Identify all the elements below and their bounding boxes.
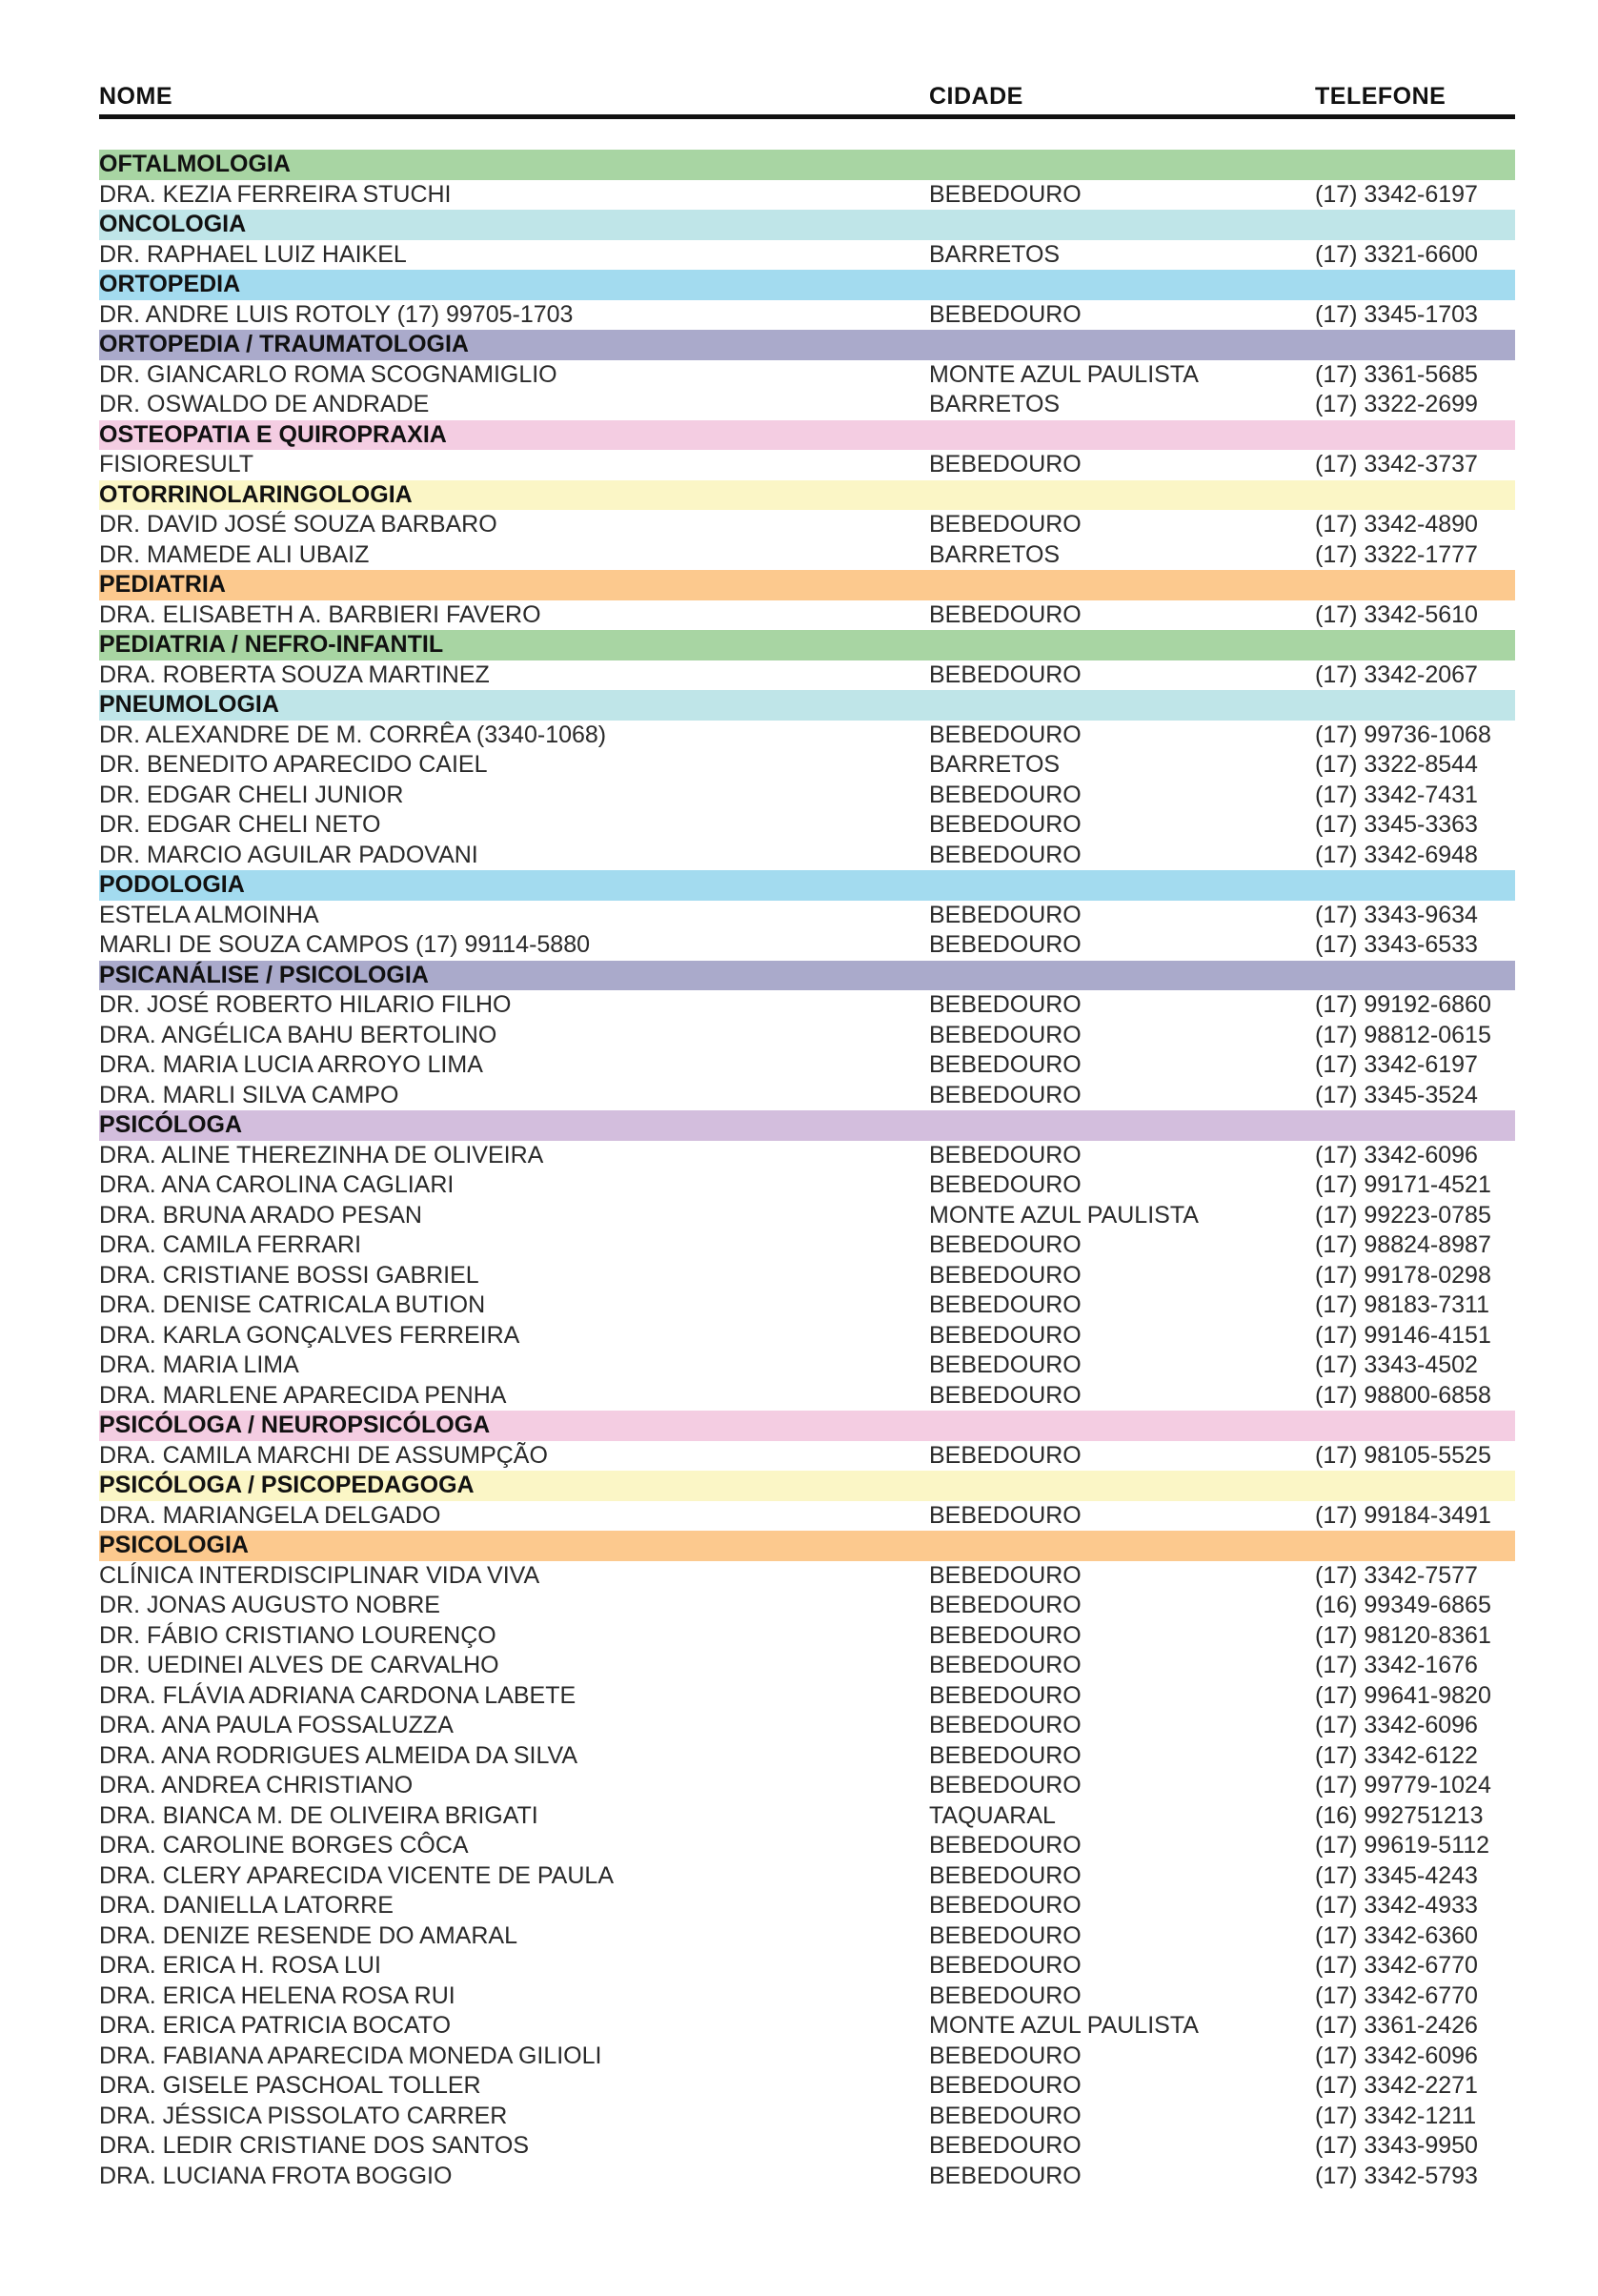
list-item bbox=[99, 540, 1515, 571]
entry-phone: (17) 99171-4521 bbox=[1315, 1171, 1491, 1198]
entry-name: ESTELA ALMOINHA bbox=[99, 901, 319, 928]
entry-name: FISIORESULT bbox=[99, 451, 254, 477]
entry-name: DR. UEDINEI ALVES DE CARVALHO bbox=[99, 1652, 499, 1678]
entry-phone: (17) 3342-2067 bbox=[1315, 660, 1478, 688]
entry-city: BEBEDOURO bbox=[929, 1051, 1082, 1078]
column-header-city: CIDADE bbox=[929, 83, 1023, 110]
entry-name: DR. FÁBIO CRISTIANO LOURENÇO bbox=[99, 1621, 496, 1649]
list-item bbox=[99, 450, 1515, 480]
entry-city: BARRETOS bbox=[929, 391, 1061, 417]
list-item bbox=[99, 1351, 1515, 1381]
section-header bbox=[99, 1411, 1515, 1441]
entry-name: DR. EDGAR CHELI NETO bbox=[99, 811, 381, 838]
list-item bbox=[99, 1621, 1515, 1652]
entry-phone: (17) 3342-6096 bbox=[1315, 1712, 1478, 1738]
list-item bbox=[99, 180, 1515, 211]
entry-city: BEBEDOURO bbox=[929, 1381, 1082, 1409]
entry-phone: (17) 3361-2426 bbox=[1315, 2012, 1478, 2039]
entry-city: BEBEDOURO bbox=[929, 2072, 1082, 2099]
entry-phone: (17) 3342-1676 bbox=[1315, 1652, 1478, 1678]
list-item bbox=[99, 1021, 1515, 1051]
list-item bbox=[99, 1561, 1515, 1592]
column-header-name: NOME bbox=[99, 83, 172, 110]
entry-city: BEBEDOURO bbox=[929, 1652, 1082, 1678]
entry-city: BEBEDOURO bbox=[929, 511, 1082, 538]
list-item bbox=[99, 1321, 1515, 1351]
table-header bbox=[99, 80, 1515, 119]
list-item bbox=[99, 1801, 1515, 1832]
list-item bbox=[99, 841, 1515, 871]
list-item bbox=[99, 240, 1515, 271]
entry-name: DR. ANDRE LUIS ROTOLY (17) 99705-1703 bbox=[99, 300, 574, 328]
entry-phone: (17) 99146-4151 bbox=[1315, 1321, 1491, 1349]
entry-city: BEBEDOURO bbox=[929, 1772, 1082, 1798]
entry-name: DR. GIANCARLO ROMA SCOGNAMIGLIO bbox=[99, 360, 557, 388]
column-header-phone: TELEFONE bbox=[1315, 83, 1446, 110]
entry-name: DRA. LUCIANA FROTA BOGGIO bbox=[99, 2162, 453, 2189]
entry-name: DRA. KEZIA FERREIRA STUCHI bbox=[99, 180, 452, 208]
entry-name: DRA. MARIANGELA DELGADO bbox=[99, 1501, 441, 1529]
entry-phone: (17) 3342-2271 bbox=[1315, 2072, 1478, 2099]
section-header bbox=[99, 150, 1515, 180]
entry-name: DRA. ERICA H. ROSA LUI bbox=[99, 1952, 381, 1979]
entry-city: BEBEDOURO bbox=[929, 1351, 1082, 1378]
entry-phone: (17) 3342-6770 bbox=[1315, 1952, 1478, 1979]
entry-city: BARRETOS bbox=[929, 240, 1061, 268]
entry-phone: (17) 99178-0298 bbox=[1315, 1261, 1491, 1289]
entry-name: DRA. MARLENE APARECIDA PENHA bbox=[99, 1381, 507, 1409]
entry-name: DRA. CAMILA FERRARI bbox=[99, 1231, 362, 1258]
section-header bbox=[99, 690, 1515, 721]
entry-name: DRA. ERICA HELENA ROSA RUI bbox=[99, 1981, 455, 2009]
entry-phone: (17) 98120-8361 bbox=[1315, 1621, 1491, 1649]
list-item bbox=[99, 1381, 1515, 1412]
entry-phone: (17) 3322-2699 bbox=[1315, 391, 1478, 417]
entry-name: DR. BENEDITO APARECIDO CAIEL bbox=[99, 751, 488, 778]
entry-phone: (17) 98105-5525 bbox=[1315, 1441, 1491, 1469]
list-item bbox=[99, 300, 1515, 331]
entry-name: DRA. GISELE PASCHOAL TOLLER bbox=[99, 2072, 481, 2099]
entry-phone: (17) 3343-4502 bbox=[1315, 1351, 1478, 1378]
list-item bbox=[99, 901, 1515, 931]
entry-name: DRA. ROBERTA SOUZA MARTINEZ bbox=[99, 660, 490, 688]
entry-city: BEBEDOURO bbox=[929, 721, 1082, 748]
entry-city: BEBEDOURO bbox=[929, 1741, 1082, 1769]
entry-name: DRA. ANA CAROLINA CAGLIARI bbox=[99, 1171, 455, 1198]
entry-name: DR. JOSÉ ROBERTO HILARIO FILHO bbox=[99, 991, 512, 1018]
entry-name: DRA. ANDREA CHRISTIANO bbox=[99, 1772, 414, 1798]
entry-name: DRA. ANA PAULA FOSSALUZZA bbox=[99, 1712, 454, 1738]
entry-city: BEBEDOURO bbox=[929, 300, 1082, 328]
entry-city: BARRETOS bbox=[929, 540, 1061, 568]
entry-city: BEBEDOURO bbox=[929, 2102, 1082, 2129]
entry-name: DRA. ELISABETH A. BARBIERI FAVERO bbox=[99, 600, 541, 628]
section-label: PSICANÁLISE / PSICOLOGIA bbox=[99, 961, 429, 988]
list-item bbox=[99, 2162, 1515, 2192]
entry-phone: (17) 98800-6858 bbox=[1315, 1381, 1491, 1409]
entry-city: BEBEDOURO bbox=[929, 1921, 1082, 1949]
section-label: PSICÓLOGA bbox=[99, 1111, 243, 1138]
entry-name: DRA. FABIANA APARECIDA MONEDA GILIOLI bbox=[99, 2042, 602, 2069]
entry-city: BEBEDOURO bbox=[929, 1681, 1082, 1709]
section-label: PNEUMOLOGIA bbox=[99, 691, 279, 718]
entry-name: DRA. ERICA PATRICIA BOCATO bbox=[99, 2012, 452, 2039]
entry-city: BEBEDOURO bbox=[929, 1321, 1082, 1349]
entry-phone: (17) 99736-1068 bbox=[1315, 721, 1491, 748]
entry-city: BEBEDOURO bbox=[929, 781, 1082, 808]
entry-phone: (17) 3342-1211 bbox=[1315, 2102, 1477, 2129]
entry-phone: (17) 3342-6948 bbox=[1315, 841, 1478, 868]
entry-phone: (17) 99779-1024 bbox=[1315, 1772, 1491, 1798]
list-item bbox=[99, 1261, 1515, 1291]
section-label: OFTALMOLOGIA bbox=[99, 151, 291, 177]
list-item bbox=[99, 1741, 1515, 1772]
entry-city: BEBEDOURO bbox=[929, 1981, 1082, 2009]
list-item bbox=[99, 390, 1515, 420]
entry-phone: (17) 3342-6122 bbox=[1315, 1741, 1478, 1769]
entry-city: BEBEDOURO bbox=[929, 1712, 1082, 1738]
entry-city: BEBEDOURO bbox=[929, 2162, 1082, 2189]
section-header bbox=[99, 480, 1515, 511]
list-item bbox=[99, 1591, 1515, 1621]
list-item bbox=[99, 2071, 1515, 2102]
list-item bbox=[99, 1711, 1515, 1741]
entry-name: DRA. CAROLINE BORGES CÔCA bbox=[99, 1832, 469, 1859]
entry-name: DRA. CLERY APARECIDA VICENTE DE PAULA bbox=[99, 1861, 614, 1889]
list-item bbox=[99, 1081, 1515, 1111]
list-item bbox=[99, 2042, 1515, 2072]
entry-phone: (17) 3343-6533 bbox=[1315, 931, 1478, 958]
list-item bbox=[99, 990, 1515, 1021]
entry-phone: (17) 3345-3524 bbox=[1315, 1081, 1478, 1108]
entry-city: BEBEDOURO bbox=[929, 1021, 1082, 1048]
entry-city: BEBEDOURO bbox=[929, 1261, 1082, 1289]
entry-phone: (17) 3342-6096 bbox=[1315, 2042, 1478, 2069]
entry-city: BEBEDOURO bbox=[929, 811, 1082, 838]
entry-phone: (17) 99192-6860 bbox=[1315, 991, 1491, 1018]
entry-phone: (17) 3342-6770 bbox=[1315, 1981, 1478, 2009]
list-item bbox=[99, 1201, 1515, 1231]
entry-phone: (17) 3345-1703 bbox=[1315, 300, 1478, 328]
section-header bbox=[99, 1471, 1515, 1501]
entry-name: DR. JONAS AUGUSTO NOBRE bbox=[99, 1592, 440, 1618]
list-item bbox=[99, 1861, 1515, 1892]
entry-city: BEBEDOURO bbox=[929, 991, 1082, 1018]
section-header bbox=[99, 630, 1515, 660]
entry-city: BEBEDOURO bbox=[929, 2132, 1082, 2159]
entry-name: DR. MARCIO AGUILAR PADOVANI bbox=[99, 841, 478, 868]
section-label: PSICOLOGIA bbox=[99, 1532, 249, 1558]
entry-city: BEBEDOURO bbox=[929, 841, 1082, 868]
list-item bbox=[99, 1771, 1515, 1801]
list-item bbox=[99, 721, 1515, 751]
list-item bbox=[99, 600, 1515, 631]
entry-name: DRA. BIANCA M. DE OLIVEIRA BRIGATI bbox=[99, 1801, 538, 1829]
entry-phone: (17) 3342-4890 bbox=[1315, 511, 1478, 538]
entry-phone: (17) 3342-5610 bbox=[1315, 600, 1478, 628]
section-label: PSICÓLOGA / PSICOPEDAGOGA bbox=[99, 1472, 475, 1498]
list-item bbox=[99, 1921, 1515, 1952]
entry-city: BEBEDOURO bbox=[929, 1441, 1082, 1469]
entry-phone: (17) 3361-5685 bbox=[1315, 360, 1478, 388]
section-header bbox=[99, 420, 1515, 451]
list-item bbox=[99, 781, 1515, 811]
section-label: OSTEOPATIA E QUIROPRAXIA bbox=[99, 420, 447, 448]
entry-name: DRA. CRISTIANE BOSSI GABRIEL bbox=[99, 1261, 479, 1289]
section-label: ORTOPEDIA bbox=[99, 271, 241, 297]
entry-city: BEBEDOURO bbox=[929, 931, 1082, 958]
list-item bbox=[99, 1981, 1515, 2012]
list-item bbox=[99, 1050, 1515, 1081]
entry-name: DRA. DENISE CATRICALA BUTION bbox=[99, 1291, 486, 1318]
entry-phone: (17) 3345-3363 bbox=[1315, 811, 1478, 838]
entry-city: BARRETOS bbox=[929, 751, 1061, 778]
section-header bbox=[99, 870, 1515, 901]
entry-city: BEBEDOURO bbox=[929, 660, 1082, 688]
section-label: ONCOLOGIA bbox=[99, 211, 247, 237]
section-label: OTORRINOLARINGOLOGIA bbox=[99, 480, 413, 508]
entry-name: DRA. ALINE THEREZINHA DE OLIVEIRA bbox=[99, 1141, 544, 1168]
entry-city: MONTE AZUL PAULISTA bbox=[929, 1201, 1199, 1229]
entry-phone: (17) 3321-6600 bbox=[1315, 240, 1478, 268]
entry-name: DR. MAMEDE ALI UBAIZ bbox=[99, 540, 370, 568]
entry-phone: (17) 3342-6360 bbox=[1315, 1921, 1478, 1949]
section-header bbox=[99, 570, 1515, 600]
entry-name: DRA. LEDIR CRISTIANE DOS SANTOS bbox=[99, 2132, 530, 2159]
entry-name: DR. DAVID JOSÉ SOUZA BARBARO bbox=[99, 511, 497, 538]
list-item bbox=[99, 2131, 1515, 2162]
entry-phone: (16) 992751213 bbox=[1315, 1801, 1484, 1829]
list-item bbox=[99, 1170, 1515, 1201]
entry-city: BEBEDOURO bbox=[929, 1832, 1082, 1859]
entry-city: BEBEDOURO bbox=[929, 1501, 1082, 1529]
entry-name: DRA. MARIA LUCIA ARROYO LIMA bbox=[99, 1051, 483, 1078]
entry-phone: (17) 99619-5112 bbox=[1315, 1832, 1490, 1859]
entry-city: BEBEDOURO bbox=[929, 901, 1082, 928]
entry-phone: (17) 3322-1777 bbox=[1315, 540, 1478, 568]
section-header bbox=[99, 1110, 1515, 1141]
entry-phone: (17) 98824-8987 bbox=[1315, 1231, 1491, 1258]
entry-name: DRA. ANGÉLICA BAHU BERTOLINO bbox=[99, 1021, 497, 1048]
entry-phone: (17) 99641-9820 bbox=[1315, 1681, 1491, 1709]
section-label: PEDIATRIA bbox=[99, 571, 226, 598]
list-item bbox=[99, 360, 1515, 391]
entry-phone: (17) 3343-9950 bbox=[1315, 2132, 1478, 2159]
entry-city: BEBEDOURO bbox=[929, 1621, 1082, 1649]
entry-city: BEBEDOURO bbox=[929, 600, 1082, 628]
entry-city: MONTE AZUL PAULISTA bbox=[929, 360, 1199, 388]
entry-phone: (17) 98812-0615 bbox=[1315, 1021, 1491, 1048]
entry-phone: (17) 3342-7431 bbox=[1315, 781, 1478, 808]
entry-phone: (17) 3342-6197 bbox=[1315, 1051, 1478, 1078]
entry-phone: (17) 3342-6197 bbox=[1315, 180, 1478, 208]
list-item bbox=[99, 1651, 1515, 1681]
entry-name: DR. EDGAR CHELI JUNIOR bbox=[99, 781, 404, 808]
section-header bbox=[99, 961, 1515, 991]
list-item bbox=[99, 1891, 1515, 1921]
entry-phone: (16) 99349-6865 bbox=[1315, 1592, 1491, 1618]
entry-phone: (17) 99223-0785 bbox=[1315, 1201, 1491, 1229]
section-header bbox=[99, 1531, 1515, 1561]
entry-name: DRA. MARLI SILVA CAMPO bbox=[99, 1081, 399, 1108]
entry-phone: (17) 99184-3491 bbox=[1315, 1501, 1491, 1529]
section-label: ORTOPEDIA / TRAUMATOLOGIA bbox=[99, 331, 469, 357]
directory-list bbox=[99, 150, 1515, 2191]
entry-phone: (17) 3342-4933 bbox=[1315, 1892, 1478, 1919]
entry-city: BEBEDOURO bbox=[929, 1561, 1082, 1589]
list-item bbox=[99, 1441, 1515, 1472]
list-item bbox=[99, 510, 1515, 540]
entry-city: TAQUARAL bbox=[929, 1801, 1056, 1829]
entry-name: MARLI DE SOUZA CAMPOS (17) 99114-5880 bbox=[99, 931, 591, 958]
list-item bbox=[99, 1141, 1515, 1171]
list-item bbox=[99, 930, 1515, 961]
entry-city: BEBEDOURO bbox=[929, 180, 1082, 208]
entry-name: DRA. CAMILA MARCHI DE ASSUMPÇÃO bbox=[99, 1441, 548, 1469]
section-label: PSICÓLOGA / NEUROPSICÓLOGA bbox=[99, 1412, 491, 1438]
section-label: PEDIATRIA / NEFRO-INFANTIL bbox=[99, 631, 444, 658]
entry-phone: (17) 3343-9634 bbox=[1315, 901, 1478, 928]
entry-name: CLÍNICA INTERDISCIPLINAR VIDA VIVA bbox=[99, 1561, 540, 1589]
entry-city: BEBEDOURO bbox=[929, 1952, 1082, 1979]
entry-phone: (17) 3342-7577 bbox=[1315, 1561, 1478, 1589]
section-header bbox=[99, 210, 1515, 240]
entry-name: DRA. BRUNA ARADO PESAN bbox=[99, 1201, 422, 1229]
list-item bbox=[99, 1681, 1515, 1712]
list-item bbox=[99, 1951, 1515, 1981]
entry-phone: (17) 3342-5793 bbox=[1315, 2162, 1478, 2189]
entry-city: BEBEDOURO bbox=[929, 451, 1082, 477]
entry-name: DRA. DANIELLA LATORRE bbox=[99, 1892, 394, 1919]
section-header bbox=[99, 270, 1515, 300]
entry-city: BEBEDOURO bbox=[929, 1081, 1082, 1108]
entry-phone: (17) 3322-8544 bbox=[1315, 751, 1478, 778]
entry-city: BEBEDOURO bbox=[929, 1592, 1082, 1618]
entry-city: BEBEDOURO bbox=[929, 1231, 1082, 1258]
section-label: PODOLOGIA bbox=[99, 871, 245, 898]
entry-name: DR. RAPHAEL LUIZ HAIKEL bbox=[99, 240, 407, 268]
list-item bbox=[99, 2011, 1515, 2042]
entry-city: BEBEDOURO bbox=[929, 2042, 1082, 2069]
entry-city: MONTE AZUL PAULISTA bbox=[929, 2012, 1199, 2039]
entry-name: DRA. FLÁVIA ADRIANA CARDONA LABETE bbox=[99, 1681, 576, 1709]
list-item bbox=[99, 810, 1515, 841]
section-header bbox=[99, 330, 1515, 360]
entry-name: DRA. KARLA GONÇALVES FERREIRA bbox=[99, 1321, 520, 1349]
entry-name: DRA. MARIA LIMA bbox=[99, 1351, 299, 1378]
entry-city: BEBEDOURO bbox=[929, 1171, 1082, 1198]
entry-phone: (17) 3342-3737 bbox=[1315, 451, 1478, 477]
list-item bbox=[99, 1501, 1515, 1532]
list-item bbox=[99, 1290, 1515, 1321]
list-item bbox=[99, 2102, 1515, 2132]
entry-phone: (17) 3342-6096 bbox=[1315, 1141, 1478, 1168]
entry-city: BEBEDOURO bbox=[929, 1861, 1082, 1889]
entry-name: DRA. ANA RODRIGUES ALMEIDA DA SILVA bbox=[99, 1741, 578, 1769]
entry-phone: (17) 98183-7311 bbox=[1315, 1291, 1490, 1318]
entry-name: DRA. DENIZE RESENDE DO AMARAL bbox=[99, 1921, 517, 1949]
entry-name: DR. ALEXANDRE DE M. CORRÊA (3340-1068) bbox=[99, 721, 607, 748]
entry-city: BEBEDOURO bbox=[929, 1291, 1082, 1318]
entry-city: BEBEDOURO bbox=[929, 1892, 1082, 1919]
entry-name: DR. OSWALDO DE ANDRADE bbox=[99, 391, 430, 417]
entry-city: BEBEDOURO bbox=[929, 1141, 1082, 1168]
list-item bbox=[99, 1831, 1515, 1861]
list-item bbox=[99, 1230, 1515, 1261]
entry-name: DRA. JÉSSICA PISSOLATO CARRER bbox=[99, 2102, 508, 2129]
list-item bbox=[99, 750, 1515, 781]
entry-phone: (17) 3345-4243 bbox=[1315, 1861, 1478, 1889]
list-item bbox=[99, 660, 1515, 691]
